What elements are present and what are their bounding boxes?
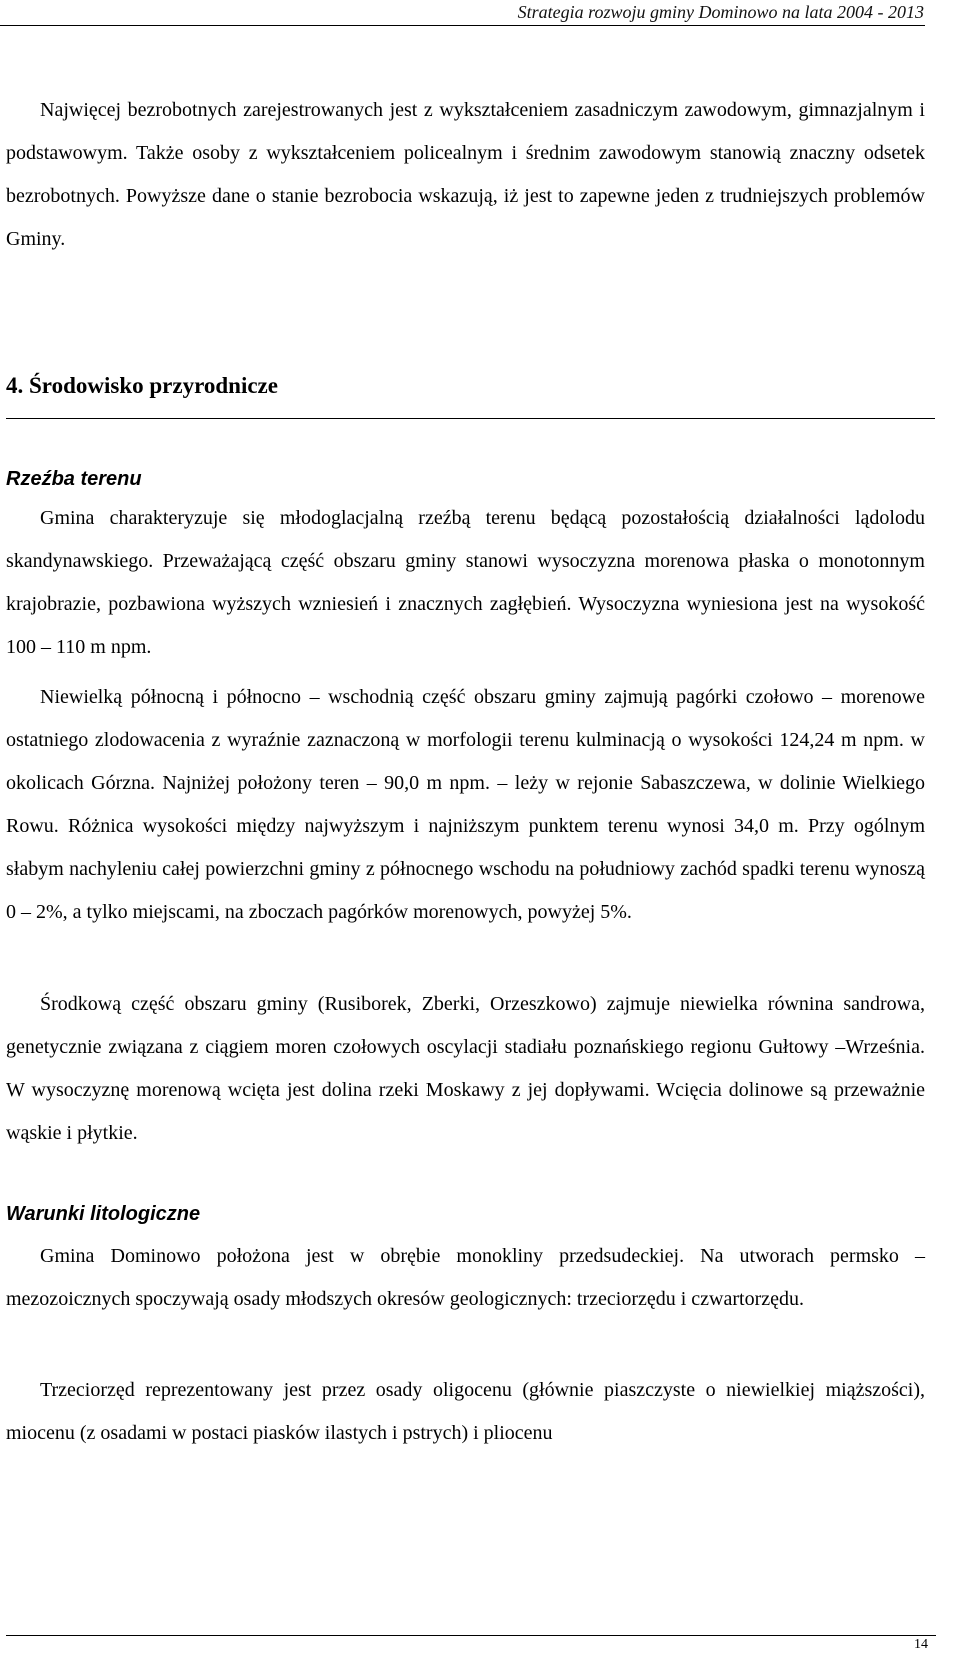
lithology-paragraph-1: Gmina Dominowo położona jest w obrębie monokliny przedsudeckiej. Na utworach permsko – mezozoicznych spoczywają osady młodszych okresów geologicznych: trzeciorzędu i czwartorzędu.	[6, 1245, 925, 1310]
page-number: 14	[914, 1637, 928, 1652]
header-divider	[0, 25, 925, 26]
section-title: 4. Środowisko przyrodnicze	[6, 373, 278, 398]
section-divider	[6, 418, 935, 419]
lithology-paragraph-2: Trzeciorzęd reprezentowany jest przez osady oligocenu (głównie piaszczyste o niewielkiej miąższości), miocenu (z osadami w postaci piasków ilastych i pstrych) i pliocenu	[6, 1379, 925, 1444]
intro-paragraph: Najwięcej bezrobotnych zarejestrowanych jest z wykształceniem zasadniczym zawodowym, gimnazjalnym i podstawowym. Także osoby z wykształceniem policealnym i średnim zawodowym stanowią znaczny odsetek bezrobotnych. Powyższe dane o stanie bezrobocia wskazują, iż jest to zapewne jeden z trudniejszych problemów Gminy.	[6, 99, 925, 250]
relief-heading: Rzeźba terenu	[6, 468, 142, 490]
lithology-heading: Warunki litologiczne	[6, 1203, 201, 1225]
relief-paragraph-1: Gmina charakteryzuje się młodoglacjalną rzeźbą terenu będącą pozostałością działalności lądolodu skandynawskiego. Przeważającą część obszaru gminy stanowi wysoczyzna morenowa płaska o monotonnym krajobrazie, pozbawiona wyższych wzniesień i znacznych zagłębień. Wysoczyzna wyniesiona jest na wysokość 100 – 110 m npm.	[6, 507, 925, 658]
relief-paragraph-2: Niewielką północną i północno – wschodnią część obszaru gminy zajmują pagórki czołowo – morenowe ostatniego zlodowacenia z wyraźnie zaznaczoną w morfologii terenu kulminacją o wysokości 124,24 m npm. w okolicach Górzna. Najniżej położony teren – 90,0 m npm. – leży w rejonie Sabaszczewa, w dolinie Wielkiego Rowu. Różnica wysokości między najwyższym i najniższym punktem terenu wynosi 34,0 m. Przy ogólnym słabym nachyleniu całej powierzchni gminy z północnego wschodu na południowy zachód spadki terenu wynoszą 0 – 2%, a tylko miejscami, na zboczach pagórków morenowych, powyżej 5%.	[6, 686, 925, 923]
running-header	[0, 0, 960, 26]
running-header-title: Strategia rozwoju gminy Dominowo na lata 2004 - 2013	[517, 2, 924, 22]
relief-paragraph-3: Środkową część obszaru gminy (Rusiborek, Zberki, Orzeszkowo) zajmuje niewielka równina sandrowa, genetycznie związana z ciągiem moren czołowych oscylacji stadiału poznańskiego regionu Gułtowy –Września. W wysoczyznę morenową wcięta jest dolina rzeki Moskawy z jej dopływami. Wcięcia dolinowe są przeważnie wąskie i płytkie.	[6, 993, 925, 1144]
footer-divider	[6, 1635, 936, 1636]
